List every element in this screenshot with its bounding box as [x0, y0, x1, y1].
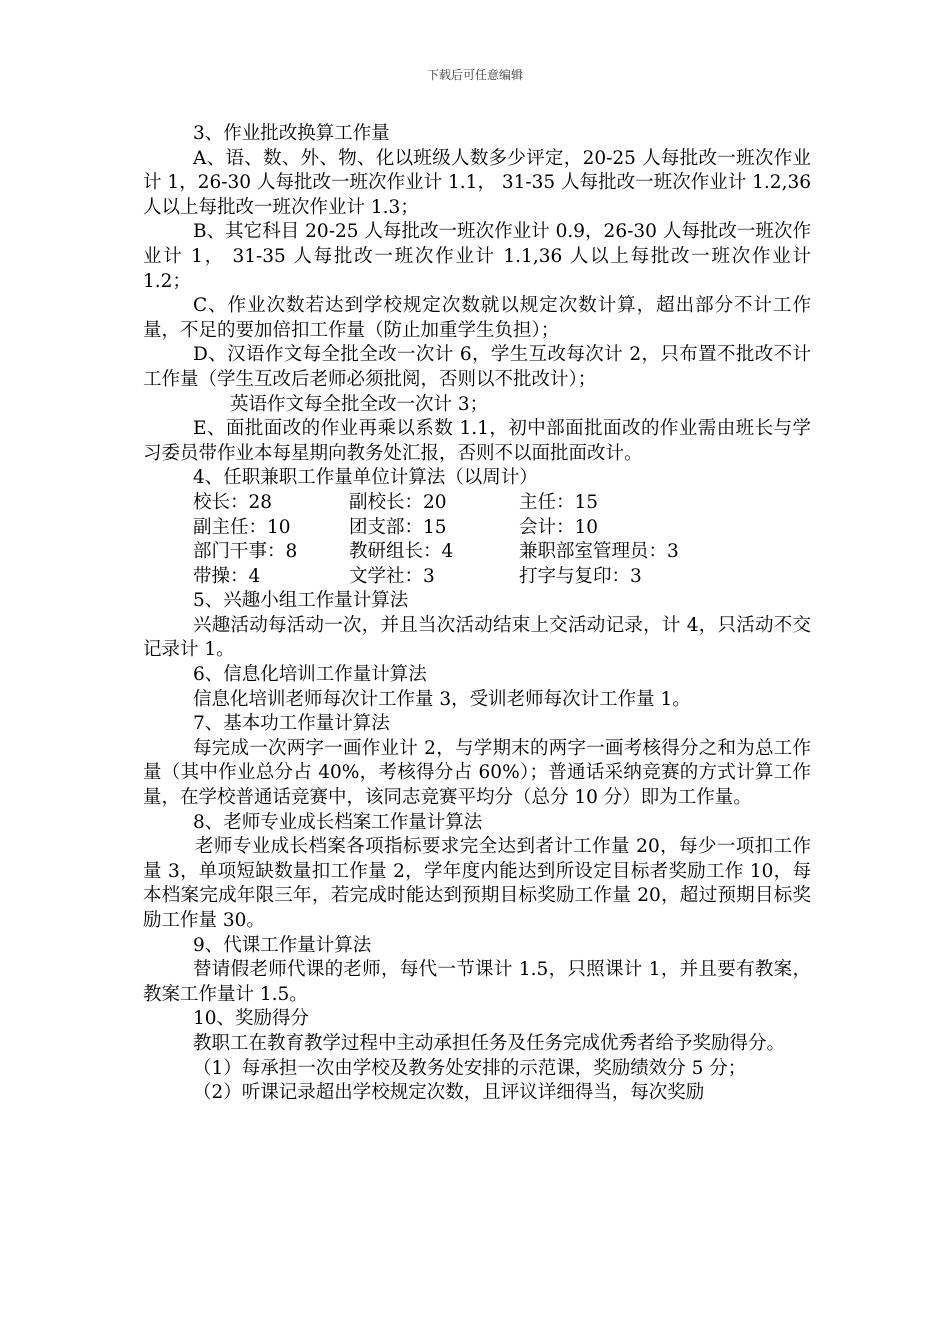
table-row [143, 516, 811, 541]
table-cell: 文学社：3 [349, 565, 435, 587]
table-cell: 带操：4 [193, 565, 261, 587]
section-5-title: 5、兴趣小组工作量计算法 [193, 590, 409, 612]
document-body [143, 122, 811, 1106]
section-8-body: 老师专业成长档案各项指标要求完全达到者计工作量 20，每少一项扣工作量 3，单项短缺数量扣工作量 2，学年度内能达到所设定目标者奖励工作 10，每本档案完成年限三年，若完成时能达到预期目标奖励工作量 20，超过预期目标奖励工作量 30。 [143, 836, 811, 931]
table-row [143, 540, 811, 565]
section-7-title: 7、基本功工作量计算法 [193, 713, 390, 735]
table-cell: 主任：15 [519, 491, 599, 513]
section-3-item-c: C、作业次数若达到学校规定次数就以规定次数计算，超出部分不计工作量，不足的要加倍扣工作量（防止加重学生负担）； [143, 295, 811, 341]
section-7-body: 每完成一次两字一画作业计 2，与学期末的两字一画考核得分之和为总工作量（其中作业总分占 40%，考核得分占 60%）；普通话采纳竞赛的方式计算工作量，在学校普通话竞赛中，该同志竞赛平均分（总分 10 分）即为工作量。 [143, 737, 811, 809]
section-6-body: 信息化培训老师每次计工作量 3，受训老师每次计工作量 1。 [193, 688, 691, 710]
table-row [143, 565, 811, 590]
table-cell: 教研组长：4 [349, 541, 454, 563]
section-10-title: 10、奖励得分 [193, 1008, 310, 1030]
table-cell: 副主任：10 [193, 516, 291, 538]
section-3-title: 3、作业批改换算工作量 [193, 123, 390, 144]
page-header: 下载后可任意编辑 [426, 68, 523, 82]
table-cell: 团支部：15 [349, 516, 447, 538]
section-9-title: 9、代课工作量计算法 [193, 934, 372, 956]
section-6-title: 6、信息化培训工作量计算法 [193, 664, 427, 686]
section-10-item-2: （2）听课记录超出学校规定次数，且评议详细得当，每次奖励 [193, 1082, 705, 1104]
section-3-item-d: D、汉语作文每全批全改一次计 6，学生互改每次计 2，只布置不批改不计工作量（学生互改后老师必须批阅，否则以不批改计）； [143, 344, 811, 390]
section-10-item-1: （1）每承担一次由学校及教务处安排的示范课，奖励绩效分 5 分； [193, 1057, 747, 1079]
table-cell: 副校长：20 [349, 491, 447, 513]
section-5-body: 兴趣活动每活动一次，并且当次活动结束上交活动记录，计 4，只活动不交记录计 1。 [143, 614, 811, 661]
table-cell: 打字与复印：3 [519, 565, 642, 587]
section-8-title: 8、老师专业成长档案工作量计算法 [193, 811, 483, 833]
section-3-item-d-english: 英语作文每全批全改一次计 3； [230, 393, 489, 415]
table-row [143, 491, 811, 516]
table-cell: 部门干事：8 [193, 541, 298, 563]
section-3-item-a: A、语、数、外、物、化以班级人数多少评定，20-25 人每批改一班次作业计 1，26-30 人每批改一班次作业计 1.1， 31-35 人每批改一班次作业计 1.2,36 人以上每批改一班次作业计 1.3； [143, 147, 811, 218]
table-cell: 会计：10 [519, 516, 599, 538]
section-4-title: 4、任职兼职工作量单位计算法（以周计） [193, 467, 538, 489]
table-cell: 校长：28 [193, 491, 273, 513]
position-workload-table [143, 491, 811, 589]
section-3-item-b: B、其它科目 20-25 人每批改一班次作业计 0.9，26-30 人每批改一班次作业计 1， 31-35 人每批改一班次作业计 1.1,36 人以上每批改一班次作业计 1.2； [143, 221, 811, 292]
section-9-body: 替请假老师代课的老师，每代一节课计 1.5，只照课计 1，并且要有教案，教案工作量计 1.5。 [143, 959, 811, 1005]
section-10-body: 教职工在教育教学过程中主动承担任务及任务完成优秀者给予奖励得分。 [193, 1032, 786, 1054]
table-cell: 兼职部室管理员：3 [519, 541, 679, 563]
section-3-item-e: E、面批面改的作业再乘以系数 1.1，初中部面批面改的作业需由班长与学习委员带作业本每星期向教务处汇报，否则不以面批面改计。 [143, 418, 811, 464]
